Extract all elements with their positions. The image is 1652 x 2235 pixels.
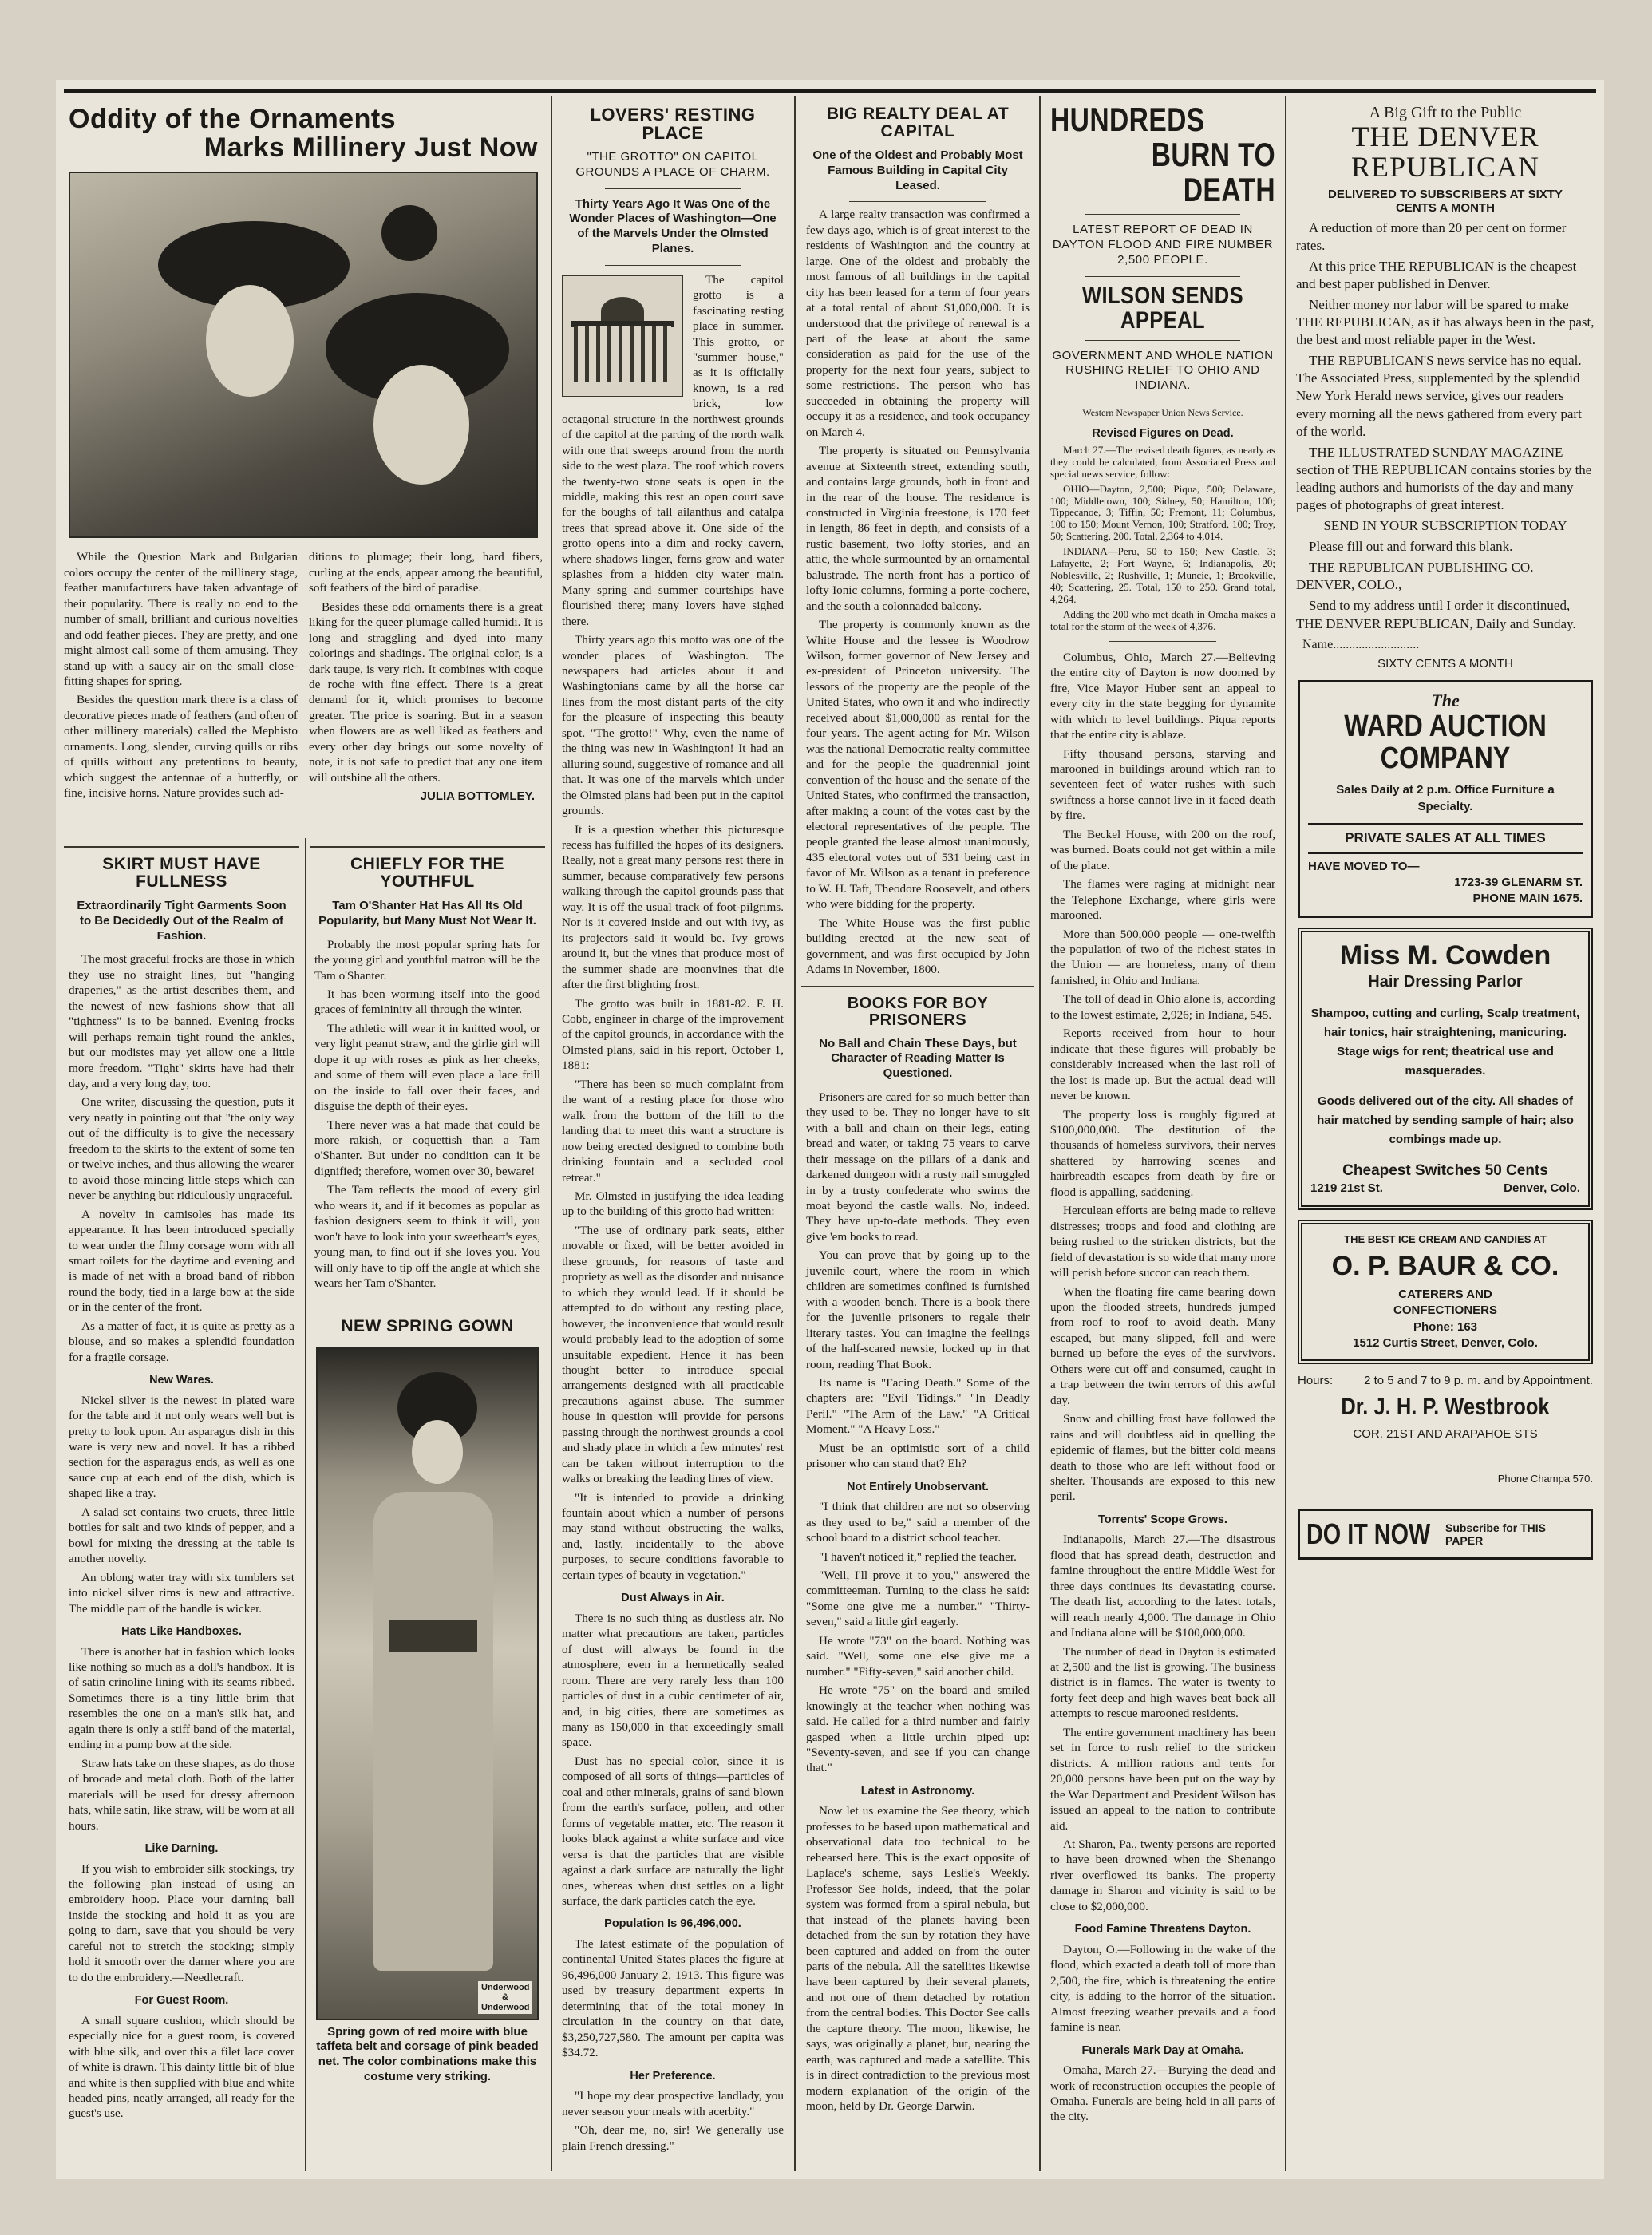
subscription-offer: DELIVERED TO SUBSCRIBERS AT SIXTY CENTS A MONTH [1328,187,1563,215]
ward-daily: Sales Daily at 2 p.m. Office Furniture a Specialty. [1336,783,1555,813]
baur-name: O. P. BAUR & CO. [1331,1251,1559,1282]
millinery-headline-2: Marks Millinery Just Now [204,132,538,163]
article-paragraph: "It is intended to provide a drinking fountain about which a number of persons may stand without obstructing the walks, and, lastly, incidentally to the above purposes, to secure conditions favorable to certain types of beauty in vegetation." [562,1490,784,1582]
article-paragraph: The entire government machinery has been set in force to rush relief to the stricken districts. A million rations and tents for 20,000 persons have been put on the way by the War Department and President Wilson has issued an appeal to the nation to contribute aid. [1050,1725,1275,1833]
article-paragraph: The number of dead in Dayton is estimated at 2,500 and the list is growing. The business district is in flames. The water is twenty to forty feet deep and high waves beat back all attempts to rescue marooned residents. [1050,1644,1275,1721]
article-paragraph: The property loss is roughly figured at $100,000,000. The destitution of the thousands of homeless survivors, their nerves shattered by harrowing scenes and hairbreadth escapes from death by fire or flood is appalling, saddening. [1050,1107,1275,1199]
appeal-headline: WILSON SENDS APPEAL [1081,282,1244,334]
article-paragraph: More than 500,000 people — one-twelfth the population of two of the richest states in the Union — are homeless, many of them famished, in Ohio and Indiana. [1050,927,1275,987]
article-paragraph: As a matter of fact, it is quite as pretty as a blouse, and so makes a splendid foundation for a fragile corsage. [69,1319,294,1364]
article-paragraph: Snow and chilling frost have followed the rains and will doubtless aid in quelling the epidemic of flames, but the bitter cold means death to those who are left without food or shelter. Thousands are exposed to this new peril. [1050,1412,1275,1504]
article-paragraph: A large realty transaction was confirmed a few days ago, which is of great interest to the residents of Washington and the country at large. One of the oldest and probably the most famous of all buildings in the capital city has been leased for a term of four years at a total rental of about $1,000,000. It is understood that the privilege of renewal is a part of the lease at about the same consideration as paid for the use of the property for the next four years, subject to some restrictions. The person who has succeeded in obtaining the property will occupy it as a residence, and took occupancy on March 4. [806,208,1030,439]
article-paragraph: Its name is "Facing Death." Some of the chapters are: "Evil Tidings." "In Deadly Peril." "The Arm of the Law." "A Critical Moment." "A Heavy Loss." [806,1375,1030,1437]
article-paragraph: The grotto was built in 1881-82. F. H. Cobb, engineer in charge of the improvement of the capitol grounds, in accordance with the Olmsted plans, said in his report, October 1, 1881: [562,996,784,1073]
grotto-headline: LOVERS' RESTING PLACE [590,105,756,144]
ward-phone: PHONE MAIN 1675. [1472,892,1583,906]
column-rule [794,96,796,2171]
republican-ad [1291,104,1599,670]
paper-name-1: THE DENVER [1351,121,1539,152]
baur-ad [1298,1220,1593,1365]
capitol-building-illustration [562,275,683,397]
gown-photo [316,1347,539,2020]
ad-paragraph: Neither money nor labor will be spared to make THE REPUBLICAN, as it has always been in the past, the best and most reliable paper in the West. [1296,296,1595,348]
article-paragraph: Must be an optimistic sort of a child prisoner who can stand that? Eh? [806,1441,1030,1471]
article-paragraph: The latest estimate of the population of continental United States places the figure at 96,496,000 January 2, 1913. This figure was used by treasury department experts in determining that of the total money in circulation in the country on that date, $3,250,727,580. The amount per capita was $34.72. [562,1937,784,2060]
millinery-article [64,102,543,833]
article-paragraph: He wrote "75" on the board and smiled knowingly at the teacher when nothing was said. He called for a third number and fairly gasped when a little urchin piped up: "Seventy-seven, and see if you can change that." [806,1683,1030,1775]
article-paragraph: The most graceful frocks are those in which they use no straight lines, but "hanging draperies," as the artist describes them, and the newest of new fashions show that all "tightness" is to be banned. Evening frocks will perhaps remain tight round the ankles, but our modistes may yet allow one a little more freedom. "Tight" skirts have had their day, and a very long day, too. [69,952,294,1090]
article-paragraph: OHIO—Dayton, 2,500; Piqua, 500; Delaware, 100; Middletown, 100; Sidney, 50; Hamilton, 100; Tippecanoe, 3; Tiffin, 50; Fremont, 11; Columbus, 100 to 150; Mount Vernon, 100; Stratford, 100; Troy, 50; Scattering, 200. Total, 2,364 to 4,014. [1050,482,1275,543]
article-paragraph: The Tam reflects the mood of every girl who wears it, and if it becomes as popular as fashion designers seem to think it will, you won't have to look into your sweetheart's eyes, young man, to find out if she loves you. You will only have to tip off the angle at which she wears her Tam o'Shanter. [314,1183,541,1291]
ward-the: The [1431,690,1460,710]
article-paragraph: Mr. Olmsted in justifying the idea leading up to the building of this grotto had written: [562,1189,784,1219]
article-paragraph: There is no such thing as dustless air. No matter what precautions are taken, particles of dust will always be found in the atmosphere, even in a hermetically sealed room. There are very rarely less than 100 particles of dust in a cubic centimeter of air, and, in big cities, there are sometimes as many as 150,000 in that exceedingly small space. [562,1611,784,1750]
article-paragraph: Now let us examine the See theory, which professes to be based upon mathematical and observational data too technical to be rehearsed here. This is the exact opposite of Laplace's scheme, says Leslie's Weekly. Professor See holds, indeed, that the polar system was formed from a spiral nebula, but that instead of the planets having been detached from the sun by rotation they have been captured and added on from the outer parts of the nebula. All the satellites likewise have been captured by their several planets, and not one of them detached by rotation from the central bodies. This Doctor See calls the capture theory. The moon, likewise, he says, was originally a planet, but, nearing the earth, was captured and made a satellite. This is in direct contradiction to the previous most modern explanation of the origin of the moon, held by Dr. George Darwin. [806,1804,1030,2114]
grotto-subheadline: "THE GROTTO" ON CAPITOL GROUNDS A PLACE OF CHARM. [575,150,770,179]
section-heading: Dust Always in Air. [621,1592,725,1605]
article-paragraph: "There has been so much complaint from the want of a resting place for those who walk from the bottom of the hill to the landing that to meet this want a structure is now being erected designed to combine both drinking fountain and a secluded cool retreat." [562,1077,784,1185]
article-paragraph: A salad set contains two cruets, three little bottles for salt and two kinds of pepper, and a bowl for mixing the dressing at the table is another novelty. [69,1505,294,1566]
article-paragraph: A novelty in camisoles has made its appearance. It has been introduced specially to wear under the filmy corsage worn with all smart toilets for the daytime and evening and is made of net with a broad band of ribbon round the body, tied in a large bow at the side or in the center of the front. [69,1207,294,1315]
ward-name-1: WARD AUCTION [1344,709,1547,743]
gown-caption: Spring gown of red moire with blue taffeta belt and corsage of pink beaded net. The color combinations make this costume very striking. [316,2024,539,2083]
cowden-city: Denver, Colo. [1504,1181,1580,1196]
article-paragraph: "I hope my dear prospective landlady, you never season your meals with acerbity." [562,2089,784,2118]
article-paragraph: Dust has no special color, since it is composed of all sorts of things—particles of coal and other minerals, grains of sand blown from the earth's surface, pollen, and other forms of vegetable matter, etc. The reason it looks black against a white surface and vice versa is that the particles that are visible against a dark surface are naturally the light ones, whereas when dust settles on a light surface, the dark particles catch the eye. [562,1754,784,1908]
cowden-delivery: Goods delivered out of the city. All shades of hair matched by sending sample of hair; also combings made up. [1317,1094,1574,1146]
price-line: SIXTY CENTS A MONTH [1377,656,1513,670]
article-paragraph: Reports received from hour to hour indicate that these figures will probably be considerably increased when the last roll of the lost is made up. But the actual dead will never be known. [1050,1027,1275,1103]
article-paragraph: The toll of dead in Ohio alone is, according to the lowest estimate, 2,926; in Indiana, 545. [1050,992,1275,1022]
cowden-services: Shampoo, cutting and curling, Scalp treatment, hair tonics, hair straightening, manicuring. Stage wigs for rent; theatrical use and masquerades. [1310,1006,1580,1078]
ad-paragraph: At this price THE REPUBLICAN is the cheapest and best paper published in Denver. [1296,258,1577,291]
millinery-paragraph: While the Question Mark and Bulgarian colors occupy the center of the millinery stage, feather manufacturers have taken advantage of their popularity. There is really no end to the number of small, brilliant and curious novelties and odd feather pieces. They are pretty, and one might almost call some of them amusing. They stand up with a saucy air on the small close-fitting shapes for spring. [64,550,298,688]
youthful-subheadline: Tam O'Shanter Hat Has All Its Old Popularity, but Many Must Not Wear It. [318,899,536,928]
millinery-headline-1: Oddity of the Ornaments [69,104,397,134]
millinery-paragraph: Besides the question mark there is a class of decorative pieces made of feathers (and often of other millinery materials) called the Mephisto ornaments. Long, slender, curving quills or ribs of quills without any pretentions to beauty, which suggest the antennae of a butterfly, or fine, incisive horns. Nature provides such ad- [64,693,298,801]
column-rule [551,96,552,2171]
article-paragraph: He wrote "73" on the board. Nothing was said. "Well, some one else give me a number." "Fifty-seven," said another child. [806,1633,1030,1679]
column-5 [1045,102,1280,2171]
ad-paragraph: SEND IN YOUR SUBSCRIPTION TODAY [1323,518,1567,534]
article-paragraph: "Well, I'll prove it to you," answered the committeeman. Turning to the class he said: "Some one give me a number." "Thirty-seven," said a little girl eagerly. [806,1568,1030,1629]
article-paragraph: The Beckel House, with 200 on the roof, was burned. Boats could not get within a mile of the place. [1050,827,1275,872]
article-paragraph: Adding the 200 who met death in Omaha makes a total for the storm of the week of 4,376. [1050,607,1275,632]
ad-paragraph: THE ILLUSTRATED SUNDAY MAGAZINE section of THE REPUBLICAN contains stories by the leading authors and humorists of the day and many pages of photographs of great interest. [1296,444,1592,512]
article-paragraph: It has been worming itself into the good graces of femininity all through the winter. [314,987,540,1017]
youthful-headline: CHIEFLY FOR THE YOUTHFUL [350,855,505,892]
ward-moved: HAVE MOVED TO— [1308,859,1420,873]
column-2-lower [310,838,545,2171]
section-heading: Her Preference. [630,2069,716,2083]
baur-phone: Phone: 163 [1413,1319,1478,1334]
column-rule [1039,96,1041,2171]
byline: JULIA BOTTOMLEY. [420,789,535,804]
article-paragraph: Fifty thousand persons, starving and marooned in buildings around which ran to seventeen feet of water rushes with such swiftness a horse cannot live in it faced death by fire. [1050,746,1275,823]
gown-headline: NEW SPRING GOWN [341,1316,514,1335]
doctor-phone: Phone Champa 570. [1497,1473,1593,1485]
article-paragraph: The property is commonly known as the White House and the lessee is Woodrow Wilson, former governor of New Jersey and ex-president of Princeton university. The lessors of the property are the people of the United States, who own it and who indirectly received about $1,000,000 as rental for the four years. The agent acting for Mr. Wilson was the national Democratic realty committee and for the people the quadrennial joint convention of the house and the senate of the United States, who confirmed the transaction, after making a count of the votes cast by the electoral representatives of the people. The people granted the lease almost unanimously, 435 electoral votes out of 531 being cast in favor of Mr. Wilson as a tenant in preference to W. H. Taft, Theodore Roosevelt, and others who were bidding for the property. [806,618,1030,912]
section-heading: Latest in Astronomy. [860,1784,975,1798]
article-paragraph: The athletic will wear it in knitted wool, or very light peanut straw, and the girlie girl will dope it up with roses as pink as her cheeks, and some of them will even place a lace frill on the inside to fall over their faces, and disguise the depth of their eyes. [314,1021,540,1114]
article-paragraph: The property is situated on Pennsylvania avenue at Sixteenth street, extending south, and contains large grounds, both in front and in the rear of the house. The residence is constructed in Virginia freestone, is 170 feet in length, 86 feet in depth, and consists of a rustic basement, two lofty stories, and an attic, the whole surmounted by an ornamental balustrade. The north front has a portico of lofty Ionic columns, forming a porte-cochere, and the south a colonnaded balcony. [806,444,1030,613]
article-paragraph: March 27.—The revised death figures, as nearly as they could be calculated, from Associated Press and special news service, follow: [1050,443,1275,480]
westbrook-ad [1298,1374,1593,1485]
cowden-switches: Cheapest Switches 50 Cents [1342,1161,1548,1179]
flood-headline-2: BURN TO DEATH [1151,136,1275,209]
section-heading: For Guest Room. [134,1994,229,2008]
article-paragraph: INDIANA—Peru, 50 to 150; New Castle, 3; Lafayette, 2; Fort Wayne, 6; Indianapolis, 20; Noblesville, 2; Rushville, 1; Muncie, 1; Brookville, 40; Scattering, 25. Total, 150 to 250. Grand total, 4,264. [1050,545,1275,606]
article-paragraph: The White House was the first public building erected at the new seat of government, and was first occupied by John Adams in November, 1800. [806,916,1030,977]
cowden-ad [1298,928,1593,1210]
ad-paragraph: A reduction of more than 20 per cent on former rates. [1296,220,1567,253]
cowden-name: Miss M. Cowden [1339,939,1551,971]
baur-caterers: CATERERS AND [1398,1288,1492,1302]
do-it-now-text: DO IT NOW [1306,1517,1431,1551]
article-paragraph: There never was a hat made that could be more rakish, or coquettish than a Tam o'Shanter. But under no condition can it be dignified; therefore, women over 30, beware! [314,1118,540,1178]
article-paragraph: At Sharon, Pa., twenty persons are reported to have been drowned when the Shenango river overflowed its banks. The property damage in Sharon and vicinity is said to be close to $2,000,000. [1050,1837,1275,1913]
section-heading: Food Famine Threatens Dayton. [1074,1923,1251,1936]
section-heading: Like Darning. [144,1842,219,1855]
article-paragraph: The flames were raging at midnight near the Telephone Exchange, where girls were marooned. [1050,877,1275,923]
photo-credit: Underwood & Underwood [478,1981,532,2013]
article-paragraph: Nickel silver is the newest in plated ware for the table and it not only wears well but is pretty to look upon. An asparagus dish in this ware is very new and novel. It has a ribbed section for the asparagus ends, as well as one sauce cup at each end of the dish, which is shaped like a tray. [69,1393,294,1501]
newspaper-page [56,80,1604,2179]
paper-name-2: REPUBLICAN [1350,150,1540,183]
column-rule [305,838,306,2171]
column-3 [557,102,788,2171]
appeal-subheadline: GOVERNMENT AND WHOLE NATION RUSHING RELIEF TO OHIO AND INDIANA. [1052,348,1274,393]
article-paragraph: When the floating fire came bearing down upon the flooded streets, hundreds jumped from roof to roof to avoid death. Many escaped, but many slipped, fell and were burned up before the eyes of the survivors. Others were cut off and consumed, caught in a trap between the twin terrors of this awful day. [1050,1284,1275,1407]
section-heading: Not Entirely Unobservant. [846,1480,990,1493]
millinery-paragraph: ditions to plumage; their long, hard fibers, curling at the ends, appear among the beautiful, soft feathers of the bird of paradise. [309,550,543,595]
top-rule [64,89,1596,93]
doctor-name: Dr. J. H. P. Westbrook [1341,1394,1550,1421]
flood-headline-1: HUNDREDS [1050,102,1205,138]
books-headline: BOOKS FOR BOY PRISONERS [847,994,989,1029]
article-paragraph: "Oh, dear me, no, sir! We generally use plain French dressing." [562,2123,784,2153]
subscribe-text: Subscribe for THIS PAPER [1445,1521,1547,1548]
baur-confectioners: CONFECTIONERS [1393,1303,1497,1318]
doctor-address: COR. 21ST AND ARAPAHOE STS [1353,1427,1538,1442]
realty-subheadline: One of the Oldest and Probably Most Famous Building in Capital City Leased. [812,148,1023,192]
article-paragraph: Herculean efforts are being made to relieve distresses; troops and food and clothing are being rushed to the stricken districts, but the field of devastation is so wide that many more will perish before succor can reach them. [1050,1204,1275,1280]
article-paragraph: Probably the most popular spring hats for the young girl and youthful matron will be the Tam o'Shanter. [314,937,540,983]
ad-paragraph: Please fill out and forward this blank. [1309,539,1513,555]
section-heading: Revised Figures on Dead. [1092,426,1234,440]
ward-auction-ad [1298,680,1593,918]
ward-private: PRIVATE SALES AT ALL TIMES [1345,829,1546,845]
column-6-ads [1291,102,1599,2171]
article-paragraph: Columbus, Ohio, March 27.—Believing the entire city of Dayton is now doomed by fire, Vice Mayor Huber sent an appeal to every city in the state begging for dynamite with which to level buildings. Piqua reports that the entire city is ablaze. [1050,650,1275,742]
article-paragraph: Straw hats take on these shapes, as do those of brocade and metal cloth. Both of the latter materials will be used for dressy afternoon hats, while satin, like straw, will be worn at all hours. [69,1756,294,1833]
section-heading: Funerals Mark Day at Omaha. [1081,2043,1244,2057]
article-paragraph: "The use of ordinary park seats, either movable or fixed, will be better avoided in these grounds, for reasons of taste and propriety as well as the disorder and nuisance to which they would lead. If it should be attempted to do without any resting place, however, the inconvenience that would result would probably lead to the adoption of some unsuitable expedient. Hence it has been thought better to introduce special arrangements designed with all practicable precautions against abuse. The summer house in question will provide for persons passing through the northwest grounds a cool and shady place in which a few minutes' rest can be taken without interruption to the walks or breaking the leading lines of view. [562,1223,784,1486]
article-paragraph: An oblong water tray with six tumblers set into nickel silver rims is new and attractive. The middle part of the handle is wicker. [69,1570,294,1616]
section-heading: Population Is 96,496,000. [604,1917,741,1931]
article-paragraph: There is another hat in fashion which looks like nothing so much as a doll's handbox. It is of satin crinoline lining with its seams ribbed. Sometimes there is a tiny little brim that resembles the one on a man's silk hat, and again there is only a stiff band of the material, ending in a pump bow at the side. [69,1644,294,1752]
cowden-subtitle: Hair Dressing Parlor [1368,972,1523,991]
baur-address: 1512 Curtis Street, Denver, Colo. [1353,1335,1538,1350]
flood-subheadline: LATEST REPORT OF DEAD IN DAYTON FLOOD AND FIRE NUMBER 2,500 PEOPLE. [1052,223,1274,267]
article-paragraph: You can prove that by going up to the juvenile court, where the room in which children are sometimes confined is furnished with a wooden bench. There is a book there for the juvenile prisoners to regale their literary tastes. You can imagine the feelings of the half-scared newsie, locked up in that room, reading That Book. [806,1248,1030,1371]
section-heading: Hats Like Handboxes. [121,1625,242,1639]
hours-label: Hours: [1298,1374,1334,1388]
column-4 [801,102,1034,2171]
article-paragraph: Prisoners are cared for so much better than they used to be. They no longer have to sit with a ball and chain on their legs, eating bread and water, or taking 75 years to carve their message on the pillars of a dank and darkened dungeon with a rusty nail smuggled in by a trusty confederate who swims the moat beyond the castle walls. No, indeed. They have up-to-date methods. They even give 'em books to read. [806,1090,1030,1244]
article-paragraph: Omaha, March 27.—Burying the dead and work of reconstruction occupies the people of Omaha. Funerals are being held in all parts of the city. [1050,2063,1275,2124]
ad-paragraph: THE REPUBLICAN'S news service has no equal. The Associated Press, supplemented by the splendid New York Herald news service, gives our readers every morning all the news gathered from every part of the world. [1296,353,1582,439]
millinery-photo [69,172,538,538]
do-it-now-ad [1298,1509,1593,1560]
name-field[interactable]: Name........................... [1302,637,1420,651]
article-paragraph: "I think that children are not so observing as they used to be," said a member of the school board to a district school teacher. [806,1500,1030,1545]
cowden-address: 1219 21st St. [1310,1181,1383,1196]
ward-name-2: COMPANY [1380,741,1511,775]
books-subheadline: No Ball and Chain These Days, but Character of Reading Matter Is Questioned. [819,1036,1017,1081]
article-paragraph: One writer, discussing the question, puts it very neatly in pointing out that "the only way out of the difficulty is to give the necessary freedom to the skirts to the extent of some ten or twelve inches, and thus allowing the wearer to avoid those mincing little steps which can never be anything but ridiculously ungraceful. [69,1095,294,1203]
skirt-headline: SKIRT MUST HAVE FULLNESS [102,855,261,892]
column-1-lower [64,838,299,2171]
baur-top: THE BEST ICE CREAM AND CANDIES AT [1344,1232,1547,1245]
realty-headline: BIG REALTY DEAL AT CAPITAL [826,105,1010,141]
hours-value: 2 to 5 and 7 to 9 p. m. and by Appointment. [1364,1374,1593,1388]
column-rule [1285,96,1286,2171]
article-paragraph: If you wish to embroider silk stockings, try the following plan instead of using an embroidery hoop. Place your darning ball inside the stocking and hold it as you are going to darn, save that you should be very careful not to stretch the stocking; simply hold it smooth over the darner where you are to do the embroidery.—Needlecraft. [69,1861,294,1984]
article-paragraph: "I haven't noticed it," replied the teacher. [819,1549,1017,1564]
ad-paragraph: THE REPUBLICAN PUBLISHING CO. DENVER, COLO., [1296,560,1534,593]
gift-line: A Big Gift to the Public [1369,104,1522,121]
article-paragraph: A small square cushion, which should be especially nice for a guest room, is covered with blue silk, and over this a filet lace cover of white is drawn. This dainty little bit of blue and white is then supplied with blue and white headed pins, neatly arranged, all ready for the guest's use. [69,2013,294,2121]
ward-address: 1723-39 GLENARM ST. [1454,876,1583,890]
article-paragraph: It is a question whether this picturesque recess has fulfilled the hopes of its designers. Really, not a great many persons rest there in summer, because comparatively few persons walking through the capitol grounds pass that way. It is off the usual track of foot-pilgrims. Nor is it covered inside and out with ivy, as its projectors said it would be. Ivy grows around it, but the vines that produce most of the summer shade are moonvines that die after the first blighting frost. [562,822,784,992]
grotto-deck: Thirty Years Ago It Was One of the Wonder Places of Washington—One of the Marvels Under the Olmsted Planes. [569,196,777,255]
article-paragraph: Thirty years ago this motto was one of the wonder places of Washington. The newspapers had articles about it and Washingtonians came by all the horse car lines from the most distant parts of the city for the pleasure of inspecting this beauty spot. "The grotto!" Why, even the name of the thing was new in Washington! It had an alluring sound, suggestive of romance and all that. It was one of the marvels which under the Olmsted plans had been put in the capitol grounds. [562,633,784,818]
news-service-line: Western Newspaper Union News Service. [1082,406,1243,418]
ad-paragraph: Send to my address until I order it discontinued, THE DENVER REPUBLICAN, Daily and Sunday. [1296,598,1576,631]
article-paragraph: Indianapolis, March 27.—The disastrous flood that has spread death, destruction and famine throughout the entire Middle West for three days continues its devastating course. The death list, according to the latest totals, will reach nearly 4,000. The damage in Ohio and Indiana alone will be $100,000,000. [1050,1533,1275,1640]
millinery-paragraph: Besides these odd ornaments there is a great liking for the queer plumage called humidi. It is long and straggling and dyed into many colorings and shadings. The original color, is a dark taupe, is very rich. It combines with coque de roche with fine effect. There is a great demand for it, which promises to become greater. The price is soaring. But in a season when flowers are as well liked as feathers and every other day brings out some novelty of note, it is not safe to predict that any one item will outshine all the others. [309,599,543,785]
article-paragraph: The capitol grotto is a fascinating resting place in summer. This grotto, or "summer house," as it is officially known, is a red brick, low octagonal structure in the northwest grounds of the capitol at the parting of the north walk with one that sweeps around from the north side to the west plaza. The roof which covers the twenty-two stone seats is open in the middle, making this rest an open court save for the boughs of tall ailanthus and catalpa trees that spread above it. One side of the grotto opens into a dim and rocky cavern, where shadows linger, ferns grow and water splashes from a hidden city water main. Many spring and summer courtships have flourished there; many lovers have sighed there. [562,272,784,628]
section-heading: New Wares. [149,1374,214,1387]
section-heading: Torrents' Scope Grows. [1098,1513,1227,1526]
skirt-subheadline: Extraordinarily Tight Garments Soon to Be Decidedly Out of the Realm of Fashion. [77,899,287,943]
article-paragraph: Dayton, O.—Following in the wake of the flood, which exacted a death toll of more than 2,500, the fire, which is threatening the entire city, is adding to the horror of the situation. Almost freezing weather prevails and a food famine is near. [1050,1942,1275,2035]
